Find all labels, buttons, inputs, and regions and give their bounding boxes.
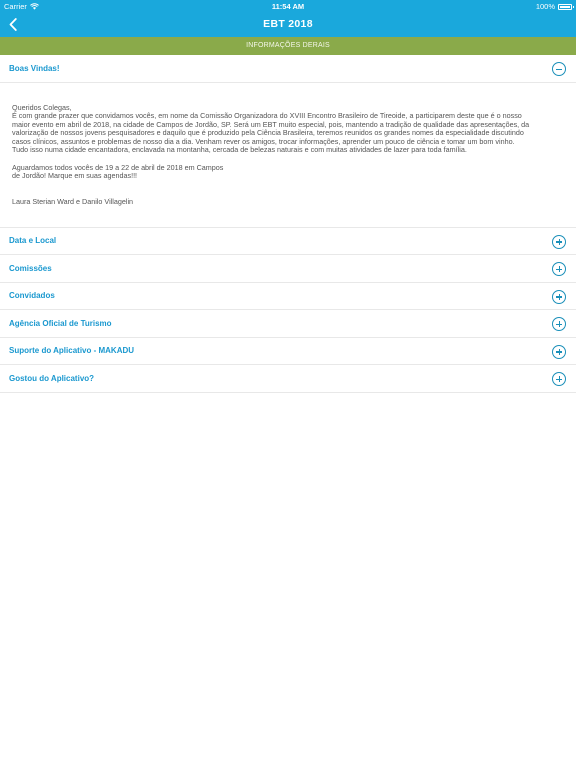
plus-circle-icon[interactable] xyxy=(552,290,566,304)
welcome-body-line: valorização de nossos jovens pesquisadores e daquilo que é produzido pela Ciência Brasileira, teremos reunidos os grandes nomes da especialidade discutindo xyxy=(12,128,524,138)
minus-circle-icon[interactable] xyxy=(552,62,566,76)
welcome-signature: Laura Sterian Ward e Danilo Villagelin xyxy=(12,197,134,207)
welcome-body-line: Tudo isso numa cidade encantadora, enclavada na montanha, cercada de belezas naturais e com muitas atividades de lazer para toda família. xyxy=(12,145,467,155)
plus-circle-icon[interactable] xyxy=(552,345,566,359)
navigation-bar xyxy=(0,12,576,37)
welcome-body-line: É com grande prazer que convidamos vocês, em nome da Comissão Organizadora do XVIII Encontro Brasileiro de Tireoide, a participarem deste que é o nosso xyxy=(12,111,522,121)
section-data-e-local[interactable] xyxy=(0,228,576,256)
battery-indicator xyxy=(536,2,572,11)
section-label: Gostou do Aplicativo? xyxy=(9,373,95,383)
plus-circle-icon[interactable] xyxy=(552,372,566,386)
plus-circle-icon[interactable] xyxy=(552,262,566,276)
section-suporte-aplicativo[interactable] xyxy=(0,338,576,366)
section-label: Convidados xyxy=(9,291,55,301)
section-boas-vindas[interactable] xyxy=(0,55,576,83)
section-subheader: INFORMAÇÕES DERAIS xyxy=(0,37,576,55)
section-comissoes[interactable] xyxy=(0,255,576,283)
plus-circle-icon[interactable] xyxy=(552,235,566,249)
battery-percent: 100% xyxy=(535,2,555,11)
page-title: EBT 2018 xyxy=(263,18,313,30)
welcome-body-line: maior evento em abril de 2018, na cidade de Campos de Jordão, SP. Será um EBT muito especial, pois, mantendo a tradição de qualidade das apresentações, da xyxy=(12,119,530,129)
section-label: Boas Vindas! xyxy=(9,63,60,73)
section-label: Data e Local xyxy=(9,236,57,246)
welcome-greeting: Queridos Colegas, xyxy=(12,102,72,112)
welcome-date-line: Aguardamos todos vocês de 19 a 22 de abril de 2018 em Campos xyxy=(12,162,224,172)
welcome-body-line: casos clínicos, assuntos e problemas de nosso dia a dia. Venham rever os amigos, trocar informações, aprender um pouco de ciência e tomar um bom vinho. xyxy=(12,136,515,146)
welcome-date-line: de Jordão! Marque em suas agendas!!! xyxy=(12,171,138,181)
section-label: Comissões xyxy=(9,263,52,273)
section-label: Suporte do Aplicativo - MAKADU xyxy=(9,346,135,356)
section-agencia-turismo[interactable] xyxy=(0,310,576,338)
section-convidados[interactable] xyxy=(0,283,576,311)
status-time: 11:54 AM xyxy=(271,2,305,11)
section-label: Agência Oficial de Turismo xyxy=(9,318,112,328)
battery-icon xyxy=(558,4,572,10)
carrier-label: Carrier xyxy=(4,2,27,11)
plus-circle-icon[interactable] xyxy=(552,317,566,331)
status-bar xyxy=(0,0,576,12)
welcome-text xyxy=(0,83,576,228)
section-gostou-aplicativo[interactable] xyxy=(0,365,576,393)
accordion-list xyxy=(0,55,576,393)
